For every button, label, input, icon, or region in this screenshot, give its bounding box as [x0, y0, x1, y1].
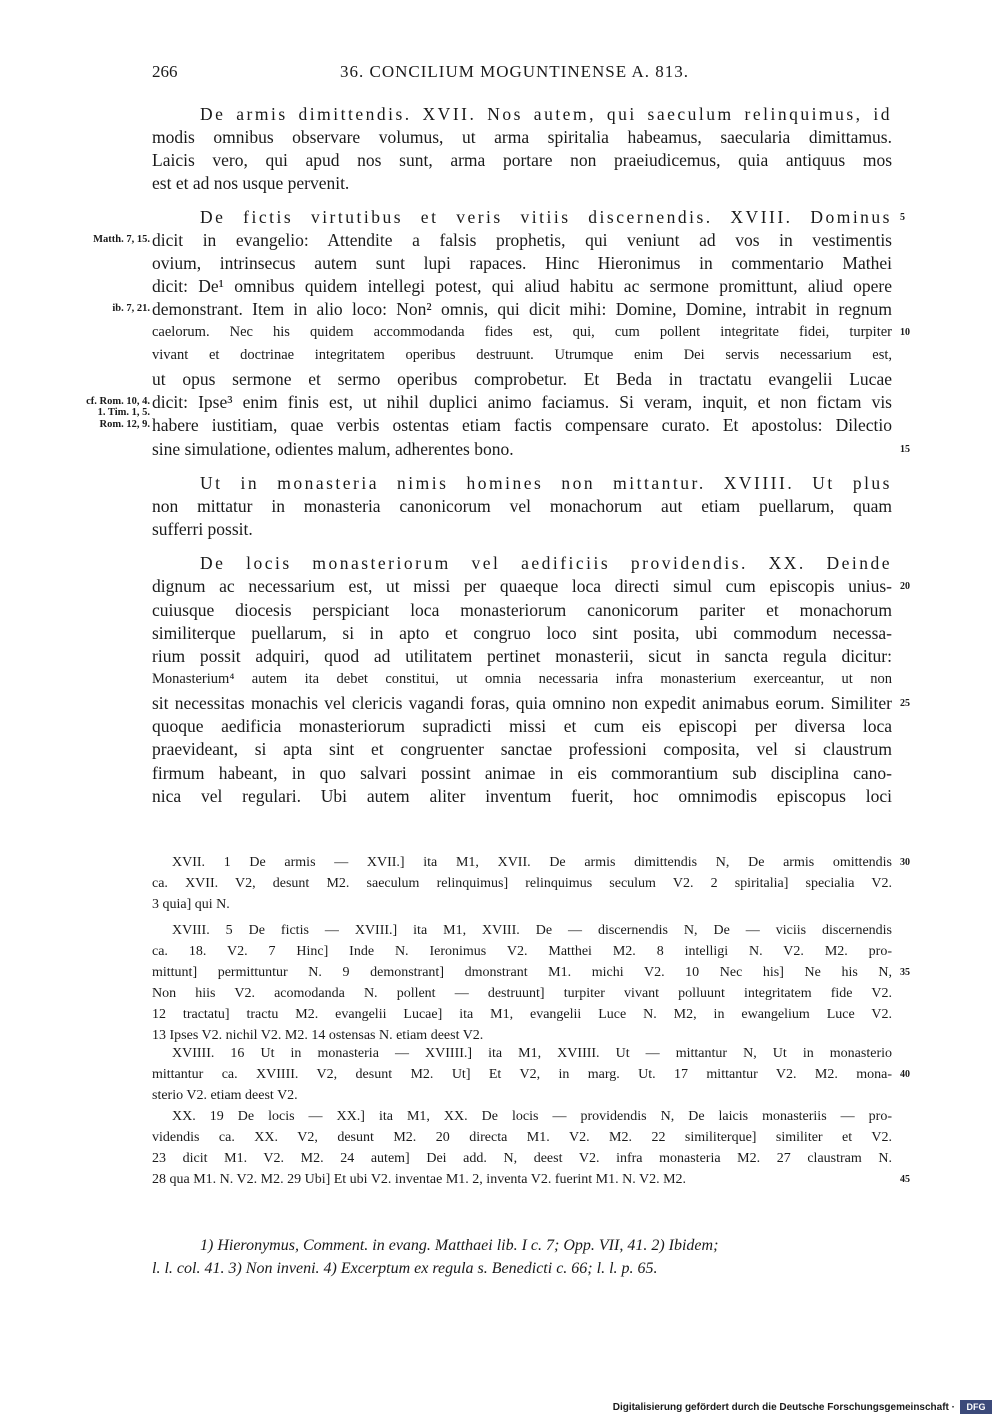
body-line: similiterque puellarum, si in apto et congruo loco sint posita, ubi commodum necessa-: [152, 623, 892, 643]
body-line: est et ad nos usque pervenit.: [152, 173, 350, 193]
line-number: 35: [900, 967, 910, 978]
body-line: rium possit adquiri, quod ad utilitatem pertinet monasterii, sicut in sancta regula dicitur:: [152, 646, 892, 666]
line-number: 15: [900, 444, 910, 455]
body-line: caelorum. Nec his quidem accommodanda fides est, qui, cum pollent integritate fidei, turpiter: [152, 324, 892, 340]
body-line: Monasterium⁴ autem ita debet constitui, ut omnia necessaria infra monasterium exerceantur, ut non: [152, 671, 892, 687]
footnote-line: l. l. col. 41. 3) Non inveni. 4) Excerptum ex regula s. Benedicti c. 66; l. l. p. 65.: [152, 1260, 658, 1277]
apparatus-line: mittantur ca. XVIIII. V2, desunt M2. Ut] Et V2, in marg. Ut. 17 mittantur V2. M2. mona-: [152, 1067, 892, 1082]
body-line: ut opus sermone et sermo operibus comprobetur. Et Beda in tractatu evangelii Lucae: [152, 369, 892, 389]
apparatus-line: ca. 18. V2. 7 Hinc] Inde N. Ieronimus V2. Matthei M2. 8 intelligi N. V2. M2. pro-: [152, 944, 892, 959]
body-line: ovium, intrinsecus autem sunt lupi rapaces. Hinc Hieronimus in commentario Mathei: [152, 253, 892, 273]
line-number: 20: [900, 581, 910, 592]
body-line: nica vel regulari. Ubi autem aliter inventum fuerit, hoc omnimodis episcopus loci: [152, 786, 892, 806]
running-title: 36. CONCILIUM MOGUNTINENSE A. 813.: [340, 62, 689, 81]
apparatus-line: 12 tractatu] tractu M2. evangelii Lucae] ita M1, evangelii Luce N. M2, in ewangelium Luce V2.: [152, 1007, 892, 1022]
apparatus-line: mittunt] permittuntur N. 9 demonstrant] dmonstrant M1. michi V2. 10 Nec his] Ne his N,: [152, 965, 892, 980]
body-line: vivant et doctrinae integritatem operibus destruunt. Utrumque enim Dei servis necessarium est,: [152, 347, 892, 363]
apparatus-line: XVIIII. 16 Ut in monasteria — XVIIII.] ita M1, XVIIII. Ut — mittantur N, Ut in monasterio: [172, 1046, 892, 1061]
body-line: Ut in monasteria nimis homines non mittantur. XVIIII. Ut plus: [200, 473, 892, 493]
marginal-reference: ib. 7, 21.: [112, 303, 150, 314]
page-number: 266: [152, 62, 178, 81]
apparatus-line: ca. XVII. V2, desunt M2. saeculum relinquimus] relinquimus seculum V2. 2 spiritalia] specialia V2.: [152, 876, 892, 891]
apparatus-line: XVIII. 5 De fictis — XVIII.] ita M1, XVIII. De — discernendis N, De — viciis discernendis: [172, 923, 892, 938]
body-line: cuiusque diocesis perspiciant loca monasteriorum canonicorum pariter et monachorum: [152, 600, 892, 620]
body-line: sine simulatione, odientes malum, adherentes bono.: [152, 439, 514, 459]
body-line: quoque aedificia monasteriorum supradicti missi et cum eis episcopi per diversa loca: [152, 716, 892, 736]
body-line: De locis monasteriorum vel aedificiis providendis. XX. Deinde: [200, 553, 892, 573]
dfg-credit: Digitalisierung gefördert durch die Deutsche Forschungsgemeinschaft ·: [612, 1402, 955, 1413]
line-number: 5: [900, 212, 905, 223]
marginal-reference: cf. Rom. 10, 4. 1. Tim. 1, 5.: [86, 396, 150, 418]
marginal-reference: Matth. 7, 15.: [93, 234, 150, 245]
apparatus-line: XX. 19 De locis — XX.] ita M1, XX. De locis — providendis N, De laicis monasteriis — pro-: [172, 1109, 892, 1124]
apparatus-line: 3 quia] qui N.: [152, 897, 230, 912]
body-line: sufferri possit.: [152, 519, 253, 539]
marginal-reference: Rom. 12, 9.: [99, 419, 150, 430]
dfg-logo-icon: DFG: [960, 1400, 992, 1414]
line-number: 30: [900, 857, 910, 868]
body-line: dicit: De¹ omnibus quidem intellegi potest, qui aliud habitu ac sermone promittunt, aliud opere: [152, 276, 892, 296]
apparatus-line: Non hiis V2. acomodanda N. pollent — destruunt] turpiter vivant polluunt integritatem fide V2.: [152, 986, 892, 1001]
body-line: modis omnibus observare volumus, ut arma spiritalia habeamus, saecularia dimittamus.: [152, 127, 892, 147]
body-line: sit necessitas monachis vel clericis vagandi foras, quia omnino non expedit animabus eorum. Similiter: [152, 693, 892, 713]
body-line: demonstrant. Item in alio loco: Non² omnis, qui dicit mihi: Domine, Domine, intrabit in regnum: [152, 299, 892, 319]
line-number: 10: [900, 327, 910, 338]
body-line: non mittatur in monasteria canonicorum vel monachorum aut etiam puellarum, quam: [152, 496, 892, 516]
apparatus-line: videndis ca. XX. V2, desunt M2. 20 directa M1. V2. M2. 22 similiterque] similiter et V2.: [152, 1130, 892, 1145]
body-line: praevideant, si apta sint et congruenter sanctae professioni composita, vel si claustrum: [152, 739, 892, 759]
body-line: Laicis vero, qui apud nos sunt, arma portare non praeiudicemus, quia antiquus mos: [152, 150, 892, 170]
apparatus-line: 23 dicit M1. V2. M2. 24 autem] Dei add. N, deest V2. infra monasteria M2. 27 claustram N.: [152, 1151, 892, 1166]
body-line: habere iustitiam, quae verbis ostentas etiam factis compensare curato. Et apostolus: Dilectio: [152, 415, 892, 435]
line-number: 25: [900, 698, 910, 709]
line-number: 45: [900, 1174, 910, 1185]
body-line: De fictis virtutibus et veris vitiis discernendis. XVIII. Dominus: [200, 207, 892, 227]
apparatus-line: XVII. 1 De armis — XVII.] ita M1, XVII. De armis dimittendis N, De armis omittendis: [172, 855, 892, 870]
apparatus-line: 13 Ipses V2. nichil V2. M2. 14 ostensas N. etiam deest V2.: [152, 1028, 484, 1043]
body-line: De armis dimittendis. XVII. Nos autem, qui saeculum relinquimus, id: [200, 104, 892, 124]
body-line: dignum ac necessarium est, ut missi per quaeque loca directi simul cum episcopis unius-: [152, 576, 892, 596]
apparatus-line: 28 qua M1. N. V2. M2. 29 Ubi] Et ubi V2. inventae M1. 2, inventa V2. fuerint M1. N. V2. M2.: [152, 1172, 687, 1187]
line-number: 40: [900, 1069, 910, 1080]
apparatus-line: sterio V2. etiam deest V2.: [152, 1088, 298, 1103]
body-line: dicit in evangelio: Attendite a falsis prophetis, qui veniunt ad vos in vestimentis: [152, 230, 892, 250]
body-line: firmum habeant, in quo salvari possint animae in eis commorantium sub disciplina cano-: [152, 763, 892, 783]
body-line: dicit: Ipse³ enim finis est, ut nihil duplici animo faciamus. Si veram, inquit, et non fictam vis: [152, 392, 892, 412]
footnote-line: 1) Hieronymus, Comment. in evang. Matthaei lib. I c. 7; Opp. VII, 41. 2) Ibidem;: [200, 1237, 719, 1254]
